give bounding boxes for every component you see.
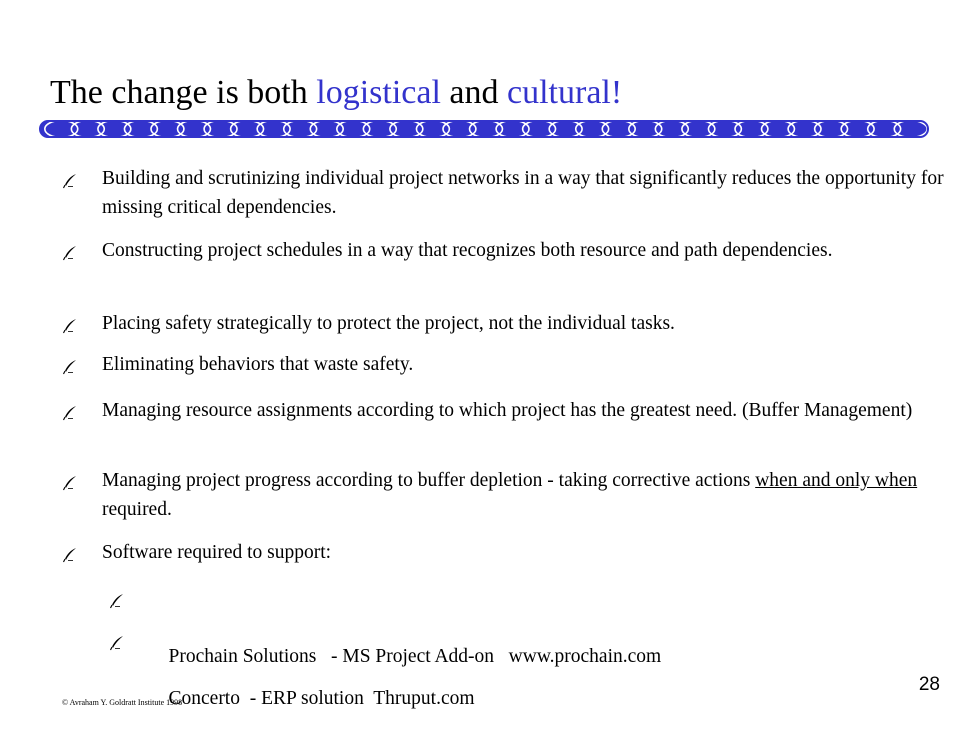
sub-bullet-text: Prochain Solutions - MS Project Add-on www.prochain.com [168, 646, 662, 667]
quill-pen-icon [62, 355, 78, 371]
bullet-item [102, 538, 954, 567]
title-text-start: The change is both [50, 74, 317, 111]
quill-pen-icon [109, 631, 125, 647]
quill-pen-icon [62, 169, 78, 185]
quill-pen-icon [62, 471, 78, 487]
quill-pen-icon [109, 589, 125, 605]
bullet-item [102, 309, 954, 338]
bullet-item [102, 466, 954, 524]
quill-pen-icon [62, 543, 78, 559]
title-highlight-cultural: cultural! [507, 74, 623, 111]
bullet-text: Building and scrutinizing individual project networks in a way that significantly reduces the opportunity for missing critical dependencies. [102, 168, 944, 218]
page-number: 28 [918, 674, 940, 695]
bullet-text: Eliminating behaviors that waste safety. [102, 354, 414, 375]
title-highlight-logistical: logistical [316, 74, 441, 111]
bullet-text-underlined: when and only when [755, 470, 918, 491]
bullet-text-start: Managing project progress according to buffer depletion - taking corrective actions [102, 470, 756, 491]
copyright-footer: © Avraham Y. Goldratt Institute 1998 [62, 698, 183, 707]
sub-bullet-item [149, 626, 939, 742]
quill-pen-icon [62, 401, 78, 417]
bullet-text: Placing safety strategically to protect the project, not the individual tasks. [102, 313, 675, 334]
bullet-item [102, 396, 954, 425]
quill-pen-icon [62, 314, 78, 330]
bullet-item [102, 236, 954, 265]
title-text-middle: and [440, 74, 508, 111]
bullet-item [102, 350, 954, 379]
bullet-item [102, 164, 954, 222]
sub-bullet-text: Concerto - ERP solution Thruput.com [168, 688, 475, 709]
quill-pen-icon [62, 241, 78, 257]
bullet-text: Managing resource assignments according to which project has the greatest need. (Buffer Management) [102, 400, 913, 421]
bullet-text: Constructing project schedules in a way that recognizes both resource and path dependencies. [102, 240, 833, 261]
bullet-text: Software required to support: [102, 542, 332, 563]
bullet-text-end: required. [102, 499, 172, 520]
